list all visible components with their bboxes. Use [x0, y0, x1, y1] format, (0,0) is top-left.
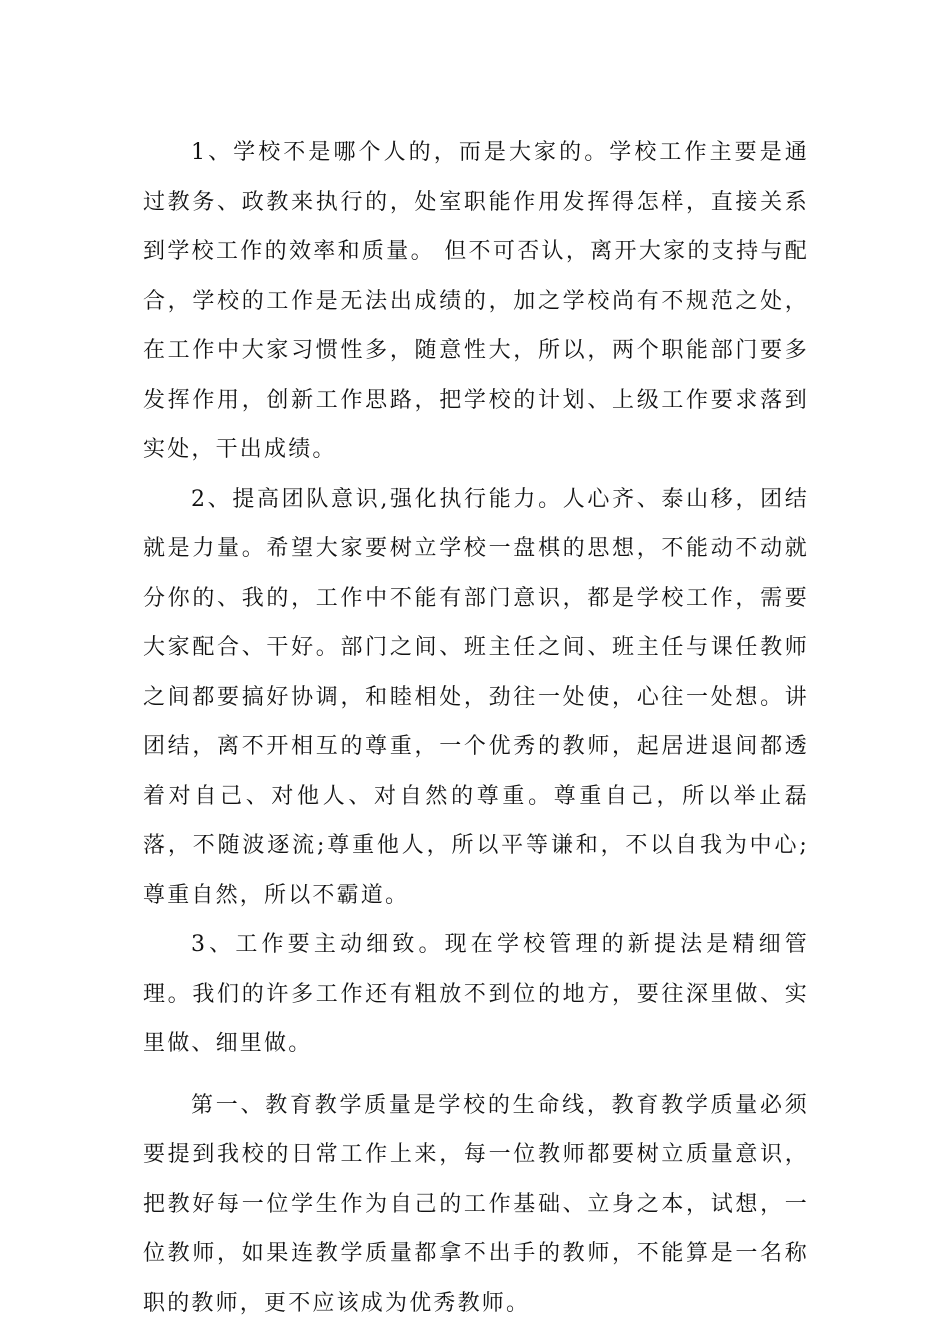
paragraph-4: 第一、教育教学质量是学校的生命线，教育教学质量必须要提到我校的日常工作上来，每一位教师都要树立质量意识，把教好每一位学生作为自己的工作基础、立身之本，试想，一位教师，如果连教学质量都拿不出手的教师，不能算是一名称职的教师，更不应该成为优秀教师。 — [143, 1092, 809, 1316]
document-body — [143, 128, 809, 1328]
paragraph-3: 3、工作要主动细致。现在学校管理的新提法是精细管理。我们的许多工作还有粗放不到位的地方，要往深里做、实里做、细里做。 — [143, 932, 809, 1056]
paragraph-1: 1、学校不是哪个人的，而是大家的。学校工作主要是通过教务、政教来执行的，处室职能作用发挥得怎样，直接关系到学校工作的效率和质量。 但不可否认，离开大家的支持与配合，学校的工作是无法出成绩的，加之学校尚有不规范之处，在工作中大家习惯性多，随意性大，所以，两个职能部门要多发挥作用，创新工作思路，把学校的计划、上级工作要求落到实处，干出成绩。 — [143, 140, 809, 462]
paragraph-2: 2、提高团队意识,强化执行能力。人心齐、泰山移，团结就是力量。希望大家要树立学校一盘棋的思想，不能动不动就分你的、我的，工作中不能有部门意识，都是学校工作，需要大家配合、干好。部门之间、班主任之间、班主任与课任教师之间都要搞好协调，和睦相处，劲往一处使，心往一处想。讲团结，离不开相互的尊重，一个优秀的教师，起居进退间都透着对自己、对他人、对自然的尊重。尊重自己，所以举止磊落，不随波逐流;尊重他人，所以平等谦和，不以自我为中心;尊重自然，所以不霸道。 — [143, 486, 809, 908]
